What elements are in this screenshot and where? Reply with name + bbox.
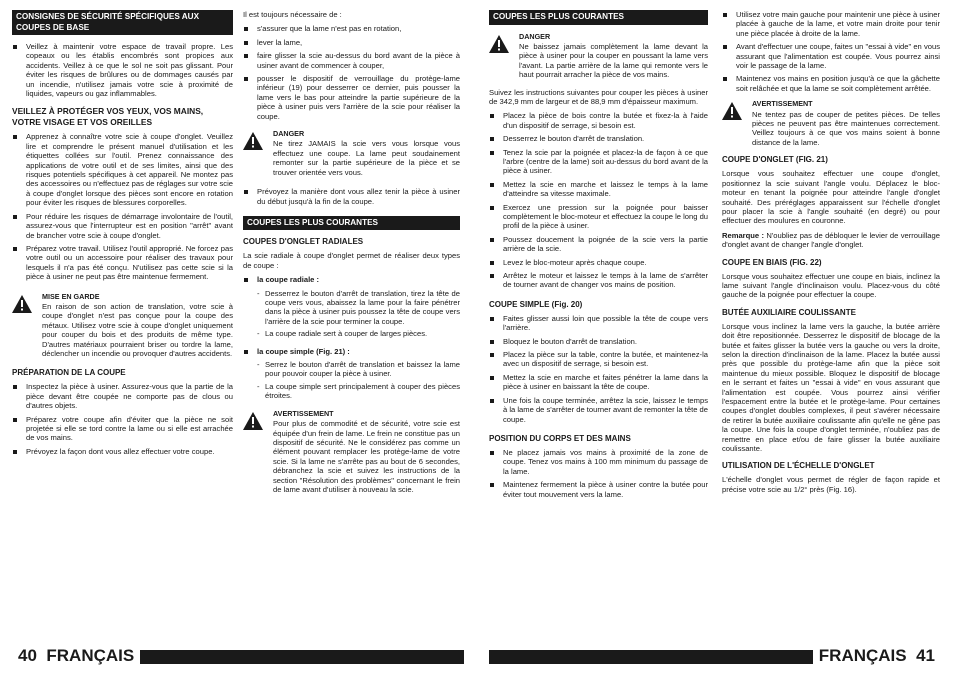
- list-item: Levez le bloc-moteur après chaque coupe.: [489, 258, 708, 267]
- bullet-list: [722, 10, 940, 93]
- list-item-title: la coupe simple (Fig. 21) :: [257, 346, 350, 356]
- list-item: lever la lame,: [243, 38, 460, 47]
- caution-box: [12, 292, 233, 359]
- list-item: Avant d'effectuer une coupe, faites un "essai à vide" en vous assurant que l'alimentation est coupée. Vous pourrez ainsi voir le passage de la lame.: [722, 42, 940, 70]
- warning-title: AVERTISSEMENT: [752, 99, 813, 109]
- list-item: Veillez à maintenir votre espace de travail propre. Les copeaux ou les établis encombrés sont propices aux accidents. Veillez à ce que le sol ne soit pas glissant. Pour éviter les risques de brûlures ou de dommages causés par un incendie, n'utilisez jamais votre scie à proximité de liquides, vapeurs ou gaz inflammables.: [12, 42, 233, 98]
- list-item: Une fois la coupe terminée, arrêtez la scie, laissez le temps à la lame de s'arrêter de tourner avant de remonter la tête de coupe.: [489, 396, 708, 424]
- section-header-common-cuts: COUPES LES PLUS COURANTES: [243, 216, 460, 231]
- heading-miter-scale: UTILISATION DE L'ÉCHELLE D'ONGLET: [722, 461, 875, 471]
- bullet-list: [489, 448, 708, 499]
- warning-text: Pour plus de commodité et de sécurité, votre scie est équipée d'un frein de lame. Le frein ne constitue pas un dispositif de sécurité. Ne le considérez pas comme un élément pouvant remplacer les protège-lame de votre scie. Si la lame ne s'arrête pas au bout de 6 secondes, débranchez la scie et suivez les instructions de la section "Résolution des problèmes" concernant le frein de lame avant d'utiliser à nouveau la scie.: [273, 419, 460, 494]
- heading-protect: VEILLEZ À PROTÉGER VOS YEUX, VOS MAINS, VOTRE VISAGE ET VOS OREILLES: [12, 106, 204, 127]
- warning-box: [243, 409, 460, 495]
- list-item: Bloquez le bouton d'arrêt de translation.: [489, 337, 708, 346]
- warning-triangle-icon: [243, 132, 263, 150]
- heading-sliding-fence: BUTÉE AUXILIAIRE COULISSANTE: [722, 307, 856, 317]
- list-item: Tenez la scie par la poignée et placez-la de façon à ce que l'arbre (centre de la lame) soit au-dessus du bord avant de la pièce à usiner.: [489, 148, 708, 176]
- list-item-title: la coupe radiale :: [257, 275, 320, 285]
- sub-item: - La coupe simple sert principalement à couper des pièces étroites.: [257, 382, 460, 401]
- heading-simple-cut: COUPE SIMPLE (Fig. 20): [489, 299, 583, 309]
- left-column-2: [243, 10, 460, 500]
- scale-text: L'échelle d'onglet vous permet de régler de façon rapide et précise votre scie au 1/2° près (Fig. 16).: [722, 475, 940, 494]
- list-item: [243, 275, 460, 284]
- warning-text: Ne tentez pas de couper de petites pièces. De telles pièces ne peuvent pas être maintenues correctement. Veillez toujours à ce que vos mains soient à bonne distance de la lame.: [752, 109, 940, 147]
- danger-title: DANGER: [519, 31, 551, 41]
- list-item: Prévoyez la manière dont vous allez tenir la pièce à usiner du début jusqu'à la fin de la coupe.: [243, 187, 460, 206]
- page-number: 41: [916, 646, 935, 665]
- bullet-list: [243, 347, 460, 356]
- list-item: Utilisez votre main gauche pour maintenir une pièce à usiner placée à gauche de la lame, et votre main droite pour tenir une pièce placée à droite de la lame.: [722, 10, 940, 38]
- fence-text: Lorsque vous inclinez la lame vers la gauche, la butée arrière doit être repositionnée. Desserrez le dispositif de blocage de la butée et faites glisser la butée vers la gauche ou vers la droite, selon la direction d'inclinaison de la lame. Placez la butée aussi près que possible du protège-lame afin que la pièce soit maintenue du mieux possible. Bloquez le dispositif de blocage en le serrant et faites un "essai à vide" en vous assurant que l'alimentation est coupée. Vous pourrez ainsi vérifier l'espacement entre la butée et le protège-lame. Pour certaines coupes d'onglet doubles complexes, il peut s'avérer nécessaire de retirer la butée auxiliaire coulissante afin qu'elle ne gêne pas la coupe. Une fois la coupe d'onglet terminée, n'oubliez pas de remettre en place et/ou de faire glisser la butée auxiliaire coulissante.: [722, 321, 940, 454]
- footer-right: [489, 646, 941, 664]
- list-item: Ne placez jamais vos mains à proximité de la zone de coupe. Tenez vos mains à 100 mm minimum du passage de la lame.: [489, 448, 708, 476]
- bullet-list: [489, 111, 708, 290]
- list-item: Pour réduire les risques de démarrage involontaire de l'outil, assurez-vous que l'interrupteur est en position "arrêt" avant de brancher votre scie à coupe d'onglet.: [12, 212, 233, 240]
- list-item: Mettez la scie en marche et laissez le temps à la lame d'atteindre sa vitesse maximale.: [489, 180, 708, 199]
- bullet-list: [243, 275, 460, 284]
- bevel-text: Lorsque vous souhaitez effectuer une coupe en biais, inclinez la lame suivant l'angle d'inclinaison voulu. Placez-vous du côté gauche de la poignée pour effectuer la coupe.: [722, 271, 940, 300]
- left-column-1: [12, 10, 233, 460]
- remark-paragraph: [722, 231, 940, 250]
- section-header-common-cuts: COUPES LES PLUS COURANTES: [489, 10, 708, 25]
- warning-box: [722, 99, 940, 147]
- caution-text: En raison de son action de translation, votre scie à coupe d'onglet n'est pas conçue pour la coupe des métaux. Utilisez votre scie à coupe d'onglet uniquement pour couper du bois et des produits de même type. D'autres matériaux pourraient briser ou tordre la lame, déclencher un incendie ou provoquer d'autres accidents.: [42, 301, 233, 358]
- bullet-list: [12, 42, 233, 98]
- list-item: Préparez votre coupe afin d'éviter que la pièce ne soit projetée si elle se tord contre la lame ou si elle est arrachée de vos mains.: [12, 415, 233, 443]
- bullet-list: [12, 132, 233, 281]
- right-column-2: [722, 10, 940, 499]
- language-label: FRANÇAIS: [46, 646, 135, 665]
- heading-miter-cut: COUPE D'ONGLET (FIG. 21): [722, 155, 828, 165]
- warning-triangle-icon: [722, 102, 742, 120]
- page-number: 40: [18, 646, 37, 665]
- sub-item: - Desserrez le bouton d'arrêt de translation, tirez la tête de coupe vers vous, abaissez la lame pour la faire pénétrer dans la pièce à usiner puis poussez la tête de coupe vers l'arrière de la scie pour terminer la coupe.: [257, 289, 460, 327]
- warning-triangle-icon: [12, 295, 32, 313]
- page-label-left: [12, 646, 140, 666]
- list-item: Maintenez vos mains en position jusqu'à ce que la gâchette soit relâchée et que la lame se soit complètement arrêtée.: [722, 74, 940, 93]
- heading-bevel-cut: COUPE EN BIAIS (FIG. 22): [722, 257, 822, 267]
- footer-left: [12, 646, 464, 664]
- section-header-safety: CONSIGNES DE SÉCURITÉ SPÉCIFIQUES AUX COUPES DE BASE: [12, 10, 233, 35]
- warning-title: AVERTISSEMENT: [273, 408, 334, 418]
- page-label-right: [813, 646, 941, 666]
- list-item: Faites glisser aussi loin que possible la tête de coupe vers l'arrière.: [489, 314, 708, 333]
- language-label: FRANÇAIS: [818, 646, 907, 665]
- danger-text: Ne baissez jamais complètement la lame devant la pièce à usiner pour la couper en poussant la lame vers l'avant. La partie arrière de la lame qui remonte vers le haut pourrait arracher la pièce de vos mains.: [519, 41, 708, 80]
- list-item: Mettez la scie en marche et faites pénétrer la lame dans la pièce à usiner en baissant la tête de coupe.: [489, 373, 708, 392]
- radial-intro: La scie radiale à coupe d'onglet permet de réaliser deux types de coupe :: [243, 251, 460, 270]
- list-item: Inspectez la pièce à usiner. Assurez-vous que la partie de la pièce devant être coupée ne comporte pas de clous ou d'autres objets.: [12, 382, 233, 410]
- remark-label: Remarque :: [722, 230, 765, 240]
- list-item: Placez la pièce de bois contre la butée et fixez-la à l'aide d'un dispositif de serrage, si besoin est.: [489, 111, 708, 130]
- list-item: Desserrez le bouton d'arrêt de translation.: [489, 134, 708, 143]
- warning-triangle-icon: [489, 35, 509, 53]
- list-item: Apprenez à connaître votre scie à coupe d'onglet. Veuillez lire et comprendre le présent manuel d'utilisation et les étiquettes collées sur l'outil. Prenez connaissance des applications de votre outil et de ses limites, ainsi que des risques potentiels spécifiques à cet appareil. Ne montez pas des accessoires ou n'effectuez pas de réglages sur votre scie à coupe d'onglet lorsque des pièces sont encore en rotation pour éviter les risques de blessures corporelles.: [12, 132, 233, 207]
- list-item: Préparez votre travail. Utilisez l'outil approprié. Ne forcez pas votre outil ou un accessoire pour réaliser des travaux pour lesquels il n'a pas été conçu. N'utilisez pas cette scie si la pièce à usiner ne peut pas être maintenue fermement.: [12, 244, 233, 282]
- bullet-list: [243, 24, 460, 121]
- heading-preparation: PRÉPARATION DE LA COUPE: [12, 368, 126, 378]
- sub-item: - Serrez le bouton d'arrêt de translation et baissez la lame pour pouvoir couper la pièce à usiner.: [257, 360, 460, 379]
- right-column-1: [489, 10, 708, 503]
- sub-item: - La coupe radiale sert à couper de larges pièces.: [257, 329, 460, 338]
- heading-radial: COUPES D'ONGLET RADIALES: [243, 237, 364, 247]
- danger-title: DANGER: [273, 129, 305, 139]
- list-item: Prévoyez la façon dont vous allez effectuer votre coupe.: [12, 447, 233, 456]
- danger-text: Ne tirez JAMAIS la scie vers vous lorsque vous effectuez une coupe. La lame peut soudainement remonter sur la partie supérieure de la pièce et se trouver orientée vers vous.: [273, 139, 460, 177]
- miter-text: Lorsque vous souhaitez effectuer une coupe d'onglet, positionnez la scie suivant l'angle voulu. Déplacez le bloc-moteur en tenant la poignée pour atteindre l'angle d'onglet souhaité. Des préréglages apparaissent sur l'échelle d'onglet pour placer la scie à l'angle souhaité (en degré) ou pour effectuer des moulures en couronne.: [722, 169, 940, 226]
- remark-text: N'oubliez pas de débloquer le levier de verrouillage d'onglet avant de changer l'angle d'onglet.: [722, 230, 940, 250]
- sub-list: [257, 360, 460, 401]
- intro-text: Il est toujours nécessaire de :: [243, 10, 342, 19]
- list-item: Arrêtez le moteur et laissez le temps à la lame de s'arrêter de tourner avant de changer vos mains de position.: [489, 271, 708, 290]
- bullet-list: [243, 187, 460, 206]
- list-item: pousser le dispositif de verrouillage du protège-lame inférieur (19) pour desserrer ce dernier, puis pousser la lame vers le bas pour atteindre la partie supérieure de la pièce à usiner puis vers l'arrière de la scie pour réaliser la coupe.: [243, 74, 460, 121]
- bullet-list: [12, 382, 233, 456]
- danger-box: [243, 129, 460, 177]
- sub-list: [257, 289, 460, 339]
- list-item: s'assurer que la lame n'est pas en rotation,: [243, 24, 460, 33]
- list-item: Exercez une pression sur la poignée pour baisser complètement le bloc-moteur et effectuez la coupe le long du profil de la pièce à usiner.: [489, 203, 708, 231]
- bullet-list: [489, 314, 708, 424]
- list-item: [243, 347, 460, 356]
- warning-triangle-icon: [243, 412, 263, 430]
- caution-title: MISE EN GARDE: [42, 291, 100, 301]
- list-item: Poussez doucement la poignée de la scie vers la partie arrière de la scie.: [489, 235, 708, 254]
- danger-box: [489, 32, 708, 80]
- list-item: faire glisser la scie au-dessus du bord avant de la pièce à usiner avant de commencer à couper,: [243, 51, 460, 70]
- list-item: Placez la pièce sur la table, contre la butée, et maintenez-la avec un dispositif de serrage, si besoin est.: [489, 350, 708, 369]
- heading-body-position: POSITION DU CORPS ET DES MAINS: [489, 433, 631, 443]
- intro-text: Suivez les instructions suivantes pour couper les pièces à usiner de 342,9 mm de largeur et de 88,9 mm d'épaisseur maximum.: [489, 87, 708, 106]
- list-item: Maintenez fermement la pièce à usiner contre la butée pour éviter tout mouvement vers la lame.: [489, 480, 708, 499]
